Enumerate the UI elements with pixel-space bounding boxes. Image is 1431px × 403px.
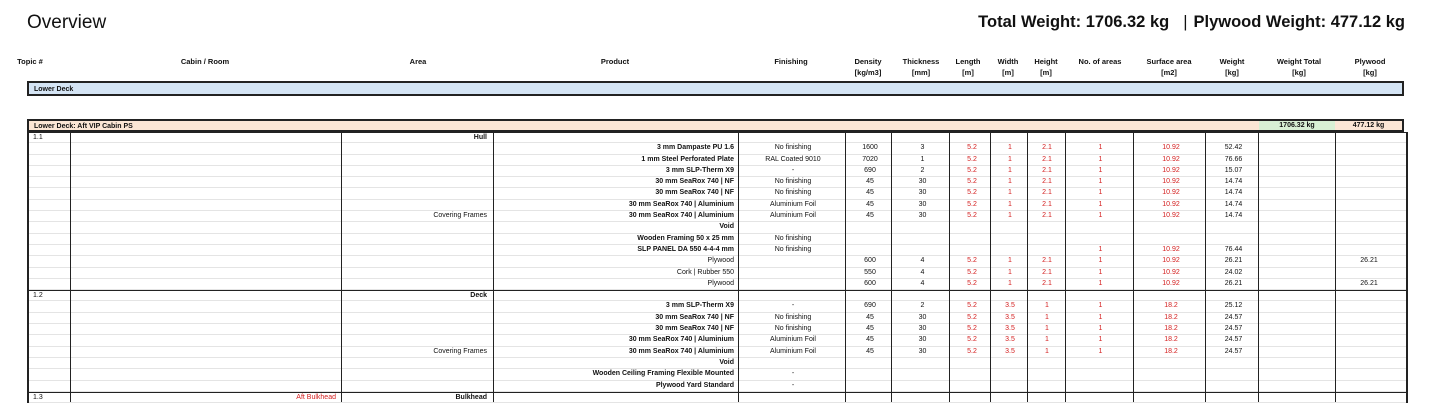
cell-surface: 10.92 [1162, 189, 1180, 197]
cell-length: 5.2 [967, 178, 977, 186]
cell-areas: 1 [1098, 144, 1103, 152]
cell-thickness: 30 [918, 212, 927, 220]
cabin-label: Lower Deck: Aft VIP Cabin PS [34, 123, 133, 130]
column-divider [1258, 132, 1259, 402]
section-row[interactable] [29, 290, 1406, 301]
cell-width: 3.5 [1005, 347, 1015, 355]
cell-product: 3 mm SLP-Therm X9 [665, 166, 734, 174]
cell-areas: 1 [1098, 178, 1103, 186]
cabin-weight-total: 1706.32 kg [1259, 121, 1335, 130]
cell-product: 30 mm SeaRox 740 | Aluminium [628, 200, 734, 208]
cell-width: 3.5 [1005, 313, 1015, 321]
cell-areas: 1 [1098, 336, 1103, 344]
column-header[interactable] [1135, 56, 1203, 78]
cell-thickness: 30 [918, 347, 927, 355]
cell-areas: 1 [1098, 189, 1103, 197]
column-header[interactable] [845, 56, 891, 78]
cell-thickness: 30 [918, 189, 927, 197]
column-divider [738, 132, 739, 402]
cell-product: Wooden Framing 50 x 25 mm [637, 234, 734, 242]
cabin-plywood-total: 477.12 kg [1352, 122, 1385, 129]
cell-width: 1 [1008, 279, 1012, 287]
cell-surface: 10.92 [1162, 200, 1180, 208]
cell-thickness: 30 [918, 325, 927, 333]
column-header-label: Thickness [902, 57, 940, 66]
cell-height: 2.1 [1042, 155, 1052, 163]
cell-product: 30 mm SeaRox 740 | Aluminium [628, 336, 734, 344]
cell-width: 1 [1008, 189, 1012, 197]
table-row[interactable] [29, 335, 1406, 346]
column-header[interactable] [1028, 56, 1064, 78]
cell-weight: 25.12 [1224, 302, 1243, 310]
cell-width: 1 [1008, 178, 1012, 186]
column-divider [1133, 132, 1134, 402]
cell-width: 1 [1008, 268, 1012, 276]
cell-thickness: 2 [920, 302, 925, 310]
cell-length: 5.2 [967, 302, 977, 310]
cell-finishing: Aluminium Foil [770, 200, 816, 208]
cell-density: 7020 [862, 155, 878, 163]
cell-finishing: Aluminium Foil [770, 212, 816, 220]
cell-areas: 1 [1098, 313, 1103, 321]
table-row[interactable] [29, 143, 1406, 154]
cell-surface: 18.2 [1164, 347, 1178, 355]
column-divider [1335, 132, 1336, 402]
section-row[interactable] [29, 132, 1406, 143]
cell-product: 3 mm Dampaste PU 1.6 [656, 144, 734, 152]
cell-topic: 1.1 [33, 134, 43, 141]
cell-weight: 14.74 [1224, 212, 1243, 220]
cell-thickness: 4 [920, 279, 925, 287]
cell-thickness: 2 [920, 166, 925, 174]
column-header-unit: [kg] [1225, 68, 1239, 77]
cell-weight: 76.66 [1224, 155, 1243, 163]
column-header-row [0, 56, 1431, 80]
cell-length: 5.2 [967, 144, 977, 152]
column-divider [949, 132, 950, 402]
cell-finishing: - [791, 370, 795, 378]
column-header[interactable] [893, 56, 949, 78]
cell-density: 45 [866, 336, 874, 344]
cell-finishing: No finishing [774, 245, 812, 253]
column-header-label: Height [1034, 57, 1058, 66]
column-header-label: Length [955, 57, 981, 66]
column-header-label: Surface area [1146, 57, 1192, 66]
table-row[interactable] [29, 279, 1406, 290]
cell-finishing: No finishing [774, 189, 812, 197]
table-row[interactable] [29, 211, 1406, 222]
column-header[interactable] [388, 56, 448, 67]
column-divider [341, 132, 342, 402]
table-row[interactable] [29, 381, 1406, 392]
column-header[interactable] [585, 56, 645, 67]
cell-product: Wooden Ceiling Framing Flexible Mounted [592, 370, 734, 378]
cell-product: Void [719, 223, 734, 231]
cell-thickness: 4 [920, 257, 925, 265]
column-header-label: Density [854, 57, 882, 66]
column-header[interactable] [990, 56, 1026, 78]
cell-finishing: - [791, 381, 795, 389]
column-header-label: Finishing [774, 57, 808, 66]
cabin-group-row[interactable] [27, 119, 1404, 132]
cell-product: 3 mm SLP-Therm X9 [665, 302, 734, 310]
cell-surface: 10.92 [1162, 155, 1180, 163]
cell-surface: 10.92 [1162, 144, 1180, 152]
cell-weight: 14.74 [1224, 178, 1243, 186]
cell-area: Bulkhead [455, 393, 487, 401]
cell-surface: 10.92 [1162, 166, 1180, 174]
materials-table [27, 132, 1408, 403]
table-row[interactable] [29, 324, 1406, 335]
column-header-unit: [m] [1040, 68, 1052, 77]
column-header[interactable] [1070, 56, 1130, 67]
cell-height: 2.1 [1042, 279, 1052, 287]
table-row[interactable] [29, 347, 1406, 358]
column-header[interactable] [1340, 56, 1400, 78]
column-header-label: Cabin / Room [180, 57, 230, 66]
cell-areas: 1 [1098, 212, 1103, 220]
cell-surface: 10.92 [1162, 268, 1180, 276]
cell-height: 1 [1045, 336, 1049, 344]
column-header-label: Weight [1219, 57, 1245, 66]
cell-width: 1 [1008, 257, 1012, 265]
table-row[interactable] [29, 234, 1406, 245]
column-header-unit: [m2] [1161, 68, 1177, 77]
table-row[interactable] [29, 358, 1406, 369]
cell-areas: 1 [1098, 200, 1103, 208]
table-row[interactable] [29, 313, 1406, 324]
column-header-label: No. of areas [1078, 57, 1122, 66]
cell-product: SLP PANEL DA 550 4-4-4 mm [637, 245, 734, 253]
cell-density: 45 [866, 189, 874, 197]
cell-finishing: Aluminium Foil [770, 347, 816, 355]
cell-thickness: 1 [920, 155, 925, 163]
cell-surface: 10.92 [1162, 178, 1180, 186]
column-header-unit: [kg] [1292, 68, 1306, 77]
column-header-label: Width [997, 57, 1019, 66]
cell-finishing: No finishing [774, 178, 812, 186]
cell-product: 30 mm SeaRox 740 | Aluminium [628, 347, 734, 355]
cell-thickness: 30 [918, 313, 927, 321]
cell-areas: 1 [1098, 257, 1103, 265]
cell-finishing: RAL Coated 9010 [765, 155, 821, 163]
cell-density: 45 [866, 212, 874, 220]
column-header[interactable] [1210, 56, 1254, 78]
column-header[interactable] [175, 56, 235, 67]
deck-group-row[interactable] [27, 81, 1404, 96]
cell-density: 45 [866, 325, 874, 333]
cell-height: 1 [1045, 302, 1049, 310]
cell-surface: 18.2 [1164, 302, 1178, 310]
table-row[interactable] [29, 301, 1406, 312]
table-row[interactable] [29, 155, 1406, 166]
cell-length: 5.2 [967, 166, 977, 174]
table-row[interactable] [29, 188, 1406, 199]
cell-width: 1 [1008, 200, 1012, 208]
cell-density: 45 [866, 313, 874, 321]
cell-length: 5.2 [967, 325, 977, 333]
cell-length: 5.2 [967, 279, 977, 287]
cell-product: 30 mm SeaRox 740 | Aluminium [628, 212, 734, 220]
cell-weight: 14.74 [1224, 200, 1243, 208]
column-divider [70, 132, 71, 402]
column-header-unit: [m] [1002, 68, 1014, 77]
cell-finishing: Aluminium Foil [770, 336, 816, 344]
column-header-unit: [m] [962, 68, 974, 77]
cell-length: 5.2 [967, 155, 977, 163]
table-row[interactable] [29, 268, 1406, 279]
cell-density: 600 [864, 257, 876, 265]
cell-product: 1 mm Steel Perforated Plate [641, 155, 734, 163]
cell-density: 600 [864, 279, 876, 287]
cell-product: 30 mm SeaRox 740 | NF [655, 189, 734, 197]
cell-plywood: 26.21 [1360, 279, 1378, 287]
cell-thickness: 30 [918, 178, 927, 186]
column-divider [1065, 132, 1066, 402]
cell-product: Plywood [707, 279, 734, 287]
cell-weight: 76.44 [1224, 245, 1243, 253]
cell-height: 2.1 [1042, 268, 1052, 276]
cell-length: 5.2 [967, 313, 977, 321]
column-header[interactable] [760, 56, 822, 67]
cell-width: 3.5 [1005, 325, 1015, 333]
cell-length: 5.2 [967, 200, 977, 208]
column-header[interactable] [1263, 56, 1335, 78]
column-header-label: Product [600, 57, 630, 66]
table-row[interactable] [29, 222, 1406, 233]
cell-areas: 1 [1098, 325, 1103, 333]
cell-length: 5.2 [967, 336, 977, 344]
column-header-unit: [kg] [1363, 68, 1377, 77]
table-row[interactable] [29, 369, 1406, 380]
cell-width: 1 [1008, 212, 1012, 220]
cell-finishing: No finishing [774, 325, 812, 333]
cell-thickness: 30 [918, 200, 927, 208]
cell-topic: 1.2 [33, 292, 43, 300]
cell-thickness: 30 [918, 336, 927, 344]
cell-length: 5.2 [967, 257, 977, 265]
cell-areas: 1 [1098, 279, 1103, 287]
column-divider [845, 132, 846, 402]
cell-product: 30 mm SeaRox 740 | NF [655, 178, 734, 186]
cell-surface: 10.92 [1162, 245, 1180, 253]
cell-length: 5.2 [967, 212, 977, 220]
cell-density: 45 [866, 178, 874, 186]
table-row[interactable] [29, 200, 1406, 211]
cell-surface: 10.92 [1162, 279, 1180, 287]
cell-width: 3.5 [1005, 336, 1015, 344]
cell-finishing: No finishing [774, 234, 812, 242]
cell-cabin: Aft Bulkhead [296, 393, 336, 401]
cell-product: 30 mm SeaRox 740 | NF [655, 313, 734, 321]
column-header-unit: [mm] [911, 68, 931, 77]
cell-product: Cork | Rubber 550 [676, 268, 734, 276]
table-row[interactable] [29, 166, 1406, 177]
separator: | [1183, 13, 1188, 31]
cell-area: Deck [470, 292, 487, 300]
cell-height: 2.1 [1042, 257, 1052, 265]
cell-weight: 24.02 [1224, 268, 1243, 276]
weight-summary [978, 13, 1405, 32]
column-header-label: Plywood [1354, 57, 1386, 66]
column-header[interactable] [948, 56, 988, 78]
cell-density: 690 [864, 302, 876, 310]
cell-width: 1 [1008, 166, 1012, 174]
cell-weight: 26.21 [1224, 279, 1243, 287]
cell-density: 1600 [862, 144, 878, 152]
plywood-weight: Plywood Weight: 477.12 kg [1193, 13, 1405, 31]
cell-weight: 24.57 [1224, 313, 1243, 321]
cell-area: Hull [473, 134, 487, 141]
cell-width: 1 [1008, 155, 1012, 163]
section-row[interactable] [29, 392, 1406, 403]
cell-density: 550 [864, 268, 876, 276]
column-divider [891, 132, 892, 402]
cell-finishing: - [791, 166, 795, 174]
cell-width: 3.5 [1005, 302, 1015, 310]
column-header-label: Topic # [17, 57, 43, 66]
cell-surface: 10.92 [1162, 212, 1180, 220]
cell-surface: 18.2 [1164, 325, 1178, 333]
cell-density: 690 [864, 166, 876, 174]
cell-weight: 15.07 [1224, 166, 1243, 174]
column-divider [990, 132, 991, 402]
cell-weight: 24.57 [1224, 347, 1243, 355]
cell-length: 5.2 [967, 189, 977, 197]
cell-product: Plywood [707, 257, 734, 265]
cell-areas: 1 [1098, 302, 1103, 310]
column-header[interactable] [6, 56, 54, 67]
cell-surface: 18.2 [1164, 313, 1178, 321]
cell-length: 5.2 [967, 347, 977, 355]
cell-thickness: 3 [920, 144, 925, 152]
cell-product: 30 mm SeaRox 740 | NF [655, 325, 734, 333]
cell-weight: 24.57 [1224, 336, 1243, 344]
table-row[interactable] [29, 245, 1406, 256]
cell-height: 1 [1045, 313, 1049, 321]
cell-weight: 26.21 [1224, 257, 1243, 265]
column-divider [1027, 132, 1028, 402]
cell-height: 2.1 [1042, 144, 1052, 152]
cell-length: 5.2 [967, 268, 977, 276]
cell-height: 1 [1045, 347, 1049, 355]
cell-surface: 10.92 [1162, 257, 1180, 265]
cell-finishing: - [791, 302, 795, 310]
column-header-unit: [kg/m3] [854, 68, 882, 77]
cell-product: Plywood Yard Standard [655, 381, 734, 389]
column-header-label: Weight Total [1276, 57, 1322, 66]
cell-surface: 18.2 [1164, 336, 1178, 344]
column-divider [1205, 132, 1206, 402]
cell-area: Covering Frames [433, 347, 487, 355]
cell-weight: 14.74 [1224, 189, 1243, 197]
cell-height: 2.1 [1042, 200, 1052, 208]
deck-label: Lower Deck [34, 86, 74, 93]
cell-areas: 1 [1098, 245, 1103, 253]
cell-plywood: 26.21 [1360, 257, 1378, 265]
cell-thickness: 4 [920, 268, 925, 276]
cell-finishing: No finishing [774, 313, 812, 321]
cell-areas: 1 [1098, 347, 1103, 355]
cell-height: 2.1 [1042, 166, 1052, 174]
cell-height: 1 [1045, 325, 1049, 333]
column-header-label: Area [409, 57, 427, 66]
cell-finishing: No finishing [774, 144, 812, 152]
cell-height: 2.1 [1042, 178, 1052, 186]
column-divider [493, 132, 494, 402]
cell-areas: 1 [1098, 155, 1103, 163]
table-row[interactable] [29, 177, 1406, 188]
cell-areas: 1 [1098, 268, 1103, 276]
table-row[interactable] [29, 256, 1406, 267]
cell-density: 45 [866, 200, 874, 208]
cell-product: Void [719, 358, 734, 366]
cell-height: 2.1 [1042, 189, 1052, 197]
cell-topic: 1.3 [33, 393, 43, 401]
cell-area: Covering Frames [433, 212, 487, 220]
cell-density: 45 [866, 347, 874, 355]
total-weight: Total Weight: 1706.32 kg [978, 13, 1170, 31]
cell-weight: 52.42 [1224, 144, 1243, 152]
cell-width: 1 [1008, 144, 1012, 152]
cell-weight: 24.57 [1224, 325, 1243, 333]
cell-height: 2.1 [1042, 212, 1052, 220]
cell-areas: 1 [1098, 166, 1103, 174]
page-title: Overview [27, 12, 107, 33]
